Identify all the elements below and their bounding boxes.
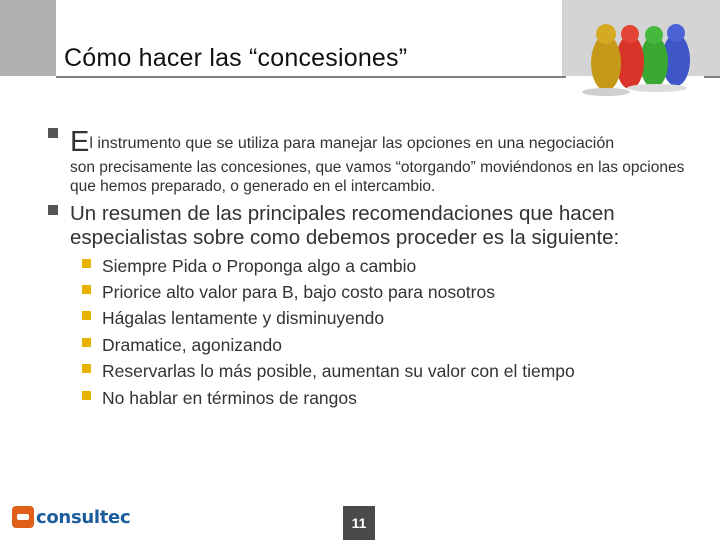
list-item: Hágalas lentamente y disminuyendo [102, 308, 385, 328]
logo-text: consultec [36, 506, 131, 528]
bullet-1-continuation: son precisamente las concesiones, que vamos “otorgando” moviéndonos en las opciones que hemos preparado, o generado en el intercambio. [70, 159, 685, 195]
bullet-1-first-line [70, 126, 614, 159]
list-item: Reservarlas lo más posible, aumentan su valor con el tiempo [102, 361, 575, 381]
sub-bullet-marker [82, 259, 91, 268]
sub-bullet-marker [82, 338, 91, 347]
logo-mark-icon [12, 506, 34, 528]
page-number: 11 [343, 506, 375, 540]
title-rule-right [704, 76, 720, 78]
list-item: Dramatice, agonizando [102, 335, 282, 355]
sub-bullet-marker [82, 391, 91, 400]
bullet-marker [48, 205, 58, 215]
header-accent-block [0, 0, 56, 76]
bullet-1-first-line-text: l instrumento que se utiliza para manejar las opciones en una negociación [89, 135, 615, 152]
list-item: No hablar en términos de rangos [102, 388, 357, 408]
title-rule [56, 76, 566, 78]
bullet-marker [48, 128, 58, 138]
bullet-1-initial: E [70, 126, 90, 158]
bullet-2-text: Un resumen de las principales recomendaciones que hacen especialistas sobre como debemos proceder es la siguiente: [70, 202, 620, 249]
list-item: Siempre Pida o Proponga algo a cambio [102, 256, 417, 276]
sub-bullet-marker [82, 285, 91, 294]
sub-bullet-marker [82, 311, 91, 320]
sub-bullet-marker [82, 364, 91, 373]
consultec-logo [12, 505, 130, 529]
list-item: Priorice alto valor para B, bajo costo para nosotros [102, 282, 495, 302]
slide-title: Cómo hacer las “concesiones” [64, 44, 408, 72]
people-figures-icon [562, 18, 704, 98]
